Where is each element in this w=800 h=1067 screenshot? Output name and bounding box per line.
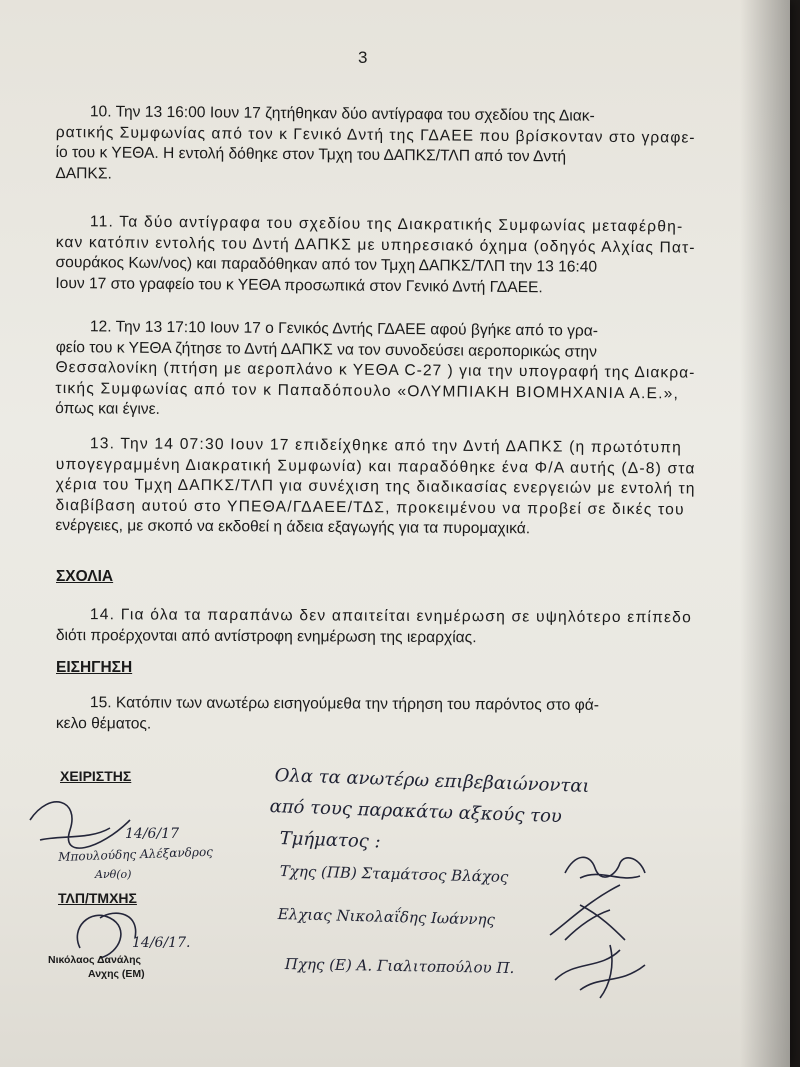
paragraph-line: τικής Συμφωνίας από τον κ Παπαδόπουλο «ΟΛΥΜΠΙΑΚΗ ΒΙΟΜΗΧΑΝΙΑ Α.Ε.»,: [55, 379, 680, 402]
witness-3: Πχης (Ε) Α. Γιαλιτοπούλου Π.: [284, 955, 515, 978]
paragraph-line: 15. Κατόπιν των ανωτέρω εισηγούμεθα την τήρηση του παρόντος στο φά-: [89, 694, 600, 714]
section-rank: Ανχης (ΕΜ): [88, 968, 145, 980]
paragraph-line: 10. Την 13 16:00 Ιουν 17 ζητήθηκαν δύο αντίγραφα του σχεδίου της Διακ-: [89, 103, 595, 125]
paragraph-line: Θεσσαλονίκη (πτήση με αεροπλάνο κ ΥΕΘΑ C-27 ) για την υπογραφή της Διακρα-: [55, 358, 696, 382]
paragraph-line: διότι προέρχονται από αντίστροφη ενημέρωση της ιεραρχίας.: [55, 626, 477, 646]
paragraph-line: 14. Για όλα τα παραπάνω δεν απαιτείται ενημέρωση σε υψηλότερο επίπεδο: [89, 606, 693, 627]
paragraph-line: φείο του κ ΥΕΘΑ ζήτησε το Δντή ΔΑΠΚΣ να τον συνοδεύσει αεροπορικώς στην: [55, 338, 597, 361]
paragraph-14: [56, 605, 696, 649]
section-name: Νικόλαος Δανάλης: [48, 954, 141, 966]
paragraph-line: 13. Την 14 07:30 Ιουν 17 επιδείχθηκε από την Δντή ΔΑΠΚΣ (η πρωτότυπη: [89, 435, 683, 457]
paragraph-line: 12. Την 13 17:10 Ιουν 17 ο Γενικός Δντής ΓΔΑΕΕ αφού βγήκε από το γρα-: [89, 318, 599, 340]
paragraph-line: χέρια του Τμχη ΔΑΠΚΣ/ΤΛΠ για συνέχιση της διαδικασίας ενεργειών με εντολή τη: [55, 475, 696, 498]
handler-date: 14/6/17: [125, 826, 179, 842]
witness-2: Ελχιας Νικολαΐδης Ιωάννης: [277, 905, 496, 929]
handler-rank: Ανθ(ο): [95, 868, 132, 881]
paragraph-15: [56, 693, 696, 737]
paragraph-line: καν κατόπιν εντολής του Δντή ΔΑΠΚΣ με υπηρεσιακό όχημα (οδηγός Αλχίας Πατ-: [55, 233, 696, 257]
handwritten-note-line-2: από τους παρακάτω αξκούς του: [269, 796, 563, 828]
handler-label: ΧΕΙΡΙΣΤΗΣ: [60, 768, 132, 784]
paragraph-line: Ιουν 17 στο γραφείο του κ ΥΕΘΑ προσωπικά στον Γενικό Δντή ΓΔΑΕΕ.: [55, 274, 543, 296]
paragraph-10: [55, 102, 696, 190]
paragraph-line: όπως και έγινε.: [55, 399, 161, 418]
section-label: ΤΛΠ/ΤΜΧΗΣ: [58, 890, 137, 906]
handler-name: Μπουλούδης Αλέξανδρος: [58, 844, 214, 864]
page-number: 3: [358, 48, 368, 67]
witness-3-signature-icon: [550, 940, 650, 1000]
paragraph-line: ρατικής Συμφωνίας από τον κ Γενικό Δντή της ΓΔΑΕΕ που βρίσκονταν στο γραφε-: [55, 123, 696, 147]
handwritten-note-line-3: Τμήματος :: [279, 828, 381, 853]
paragraph-13: [55, 434, 696, 541]
witness-1: Τχης (ΠΒ) Σταμάτσος Βλάχος: [279, 862, 509, 886]
paragraph-line: ενέργειες, με σκοπό να εκδοθεί η άδεια εξαγωγής για τα πυρομαχικά.: [55, 516, 531, 538]
handwritten-note-line-1: Ολα τα ανωτέρω επιβεβαιώνονται: [274, 765, 590, 797]
paragraph-11: [55, 212, 696, 300]
comments-heading: ΣΧΟΛΙΑ: [56, 568, 114, 585]
paragraph-12: [55, 317, 696, 425]
paragraph-line: υπογεγραμμένη Διακρατική Συμφωνία) και παραδόθηκε ένα Φ/Α αυτής (Δ-8) στα: [55, 455, 696, 477]
paragraph-line: διαβίβαση αυτού στο ΥΠΕΘΑ/ΓΔΑΕΕ/ΤΔΣ, προκειμένου να προβεί σε δικές του: [55, 496, 685, 518]
paragraph-line: ίο του κ ΥΕΘΑ. Η εντολή δόθηκε στον Τμχη του ΔΑΠΚΣ/ΤΛΠ από τον Δντή: [55, 143, 567, 166]
paragraph-line: κελο θέματος.: [55, 714, 152, 732]
paragraph-line: 11. Τα δύο αντίγραφα του σχεδίου της Διακρατικής Συμφωνίας μεταφέρθη-: [89, 213, 684, 236]
proposal-heading: ΕΙΣΗΓΗΣΗ: [56, 659, 133, 676]
paragraph-line: σουράκος Κων/νος) και παραδόθηκαν από τον Τμχη ΔΑΠΚΣ/ΤΛΠ την 13 16:40: [55, 253, 598, 276]
section-date: 14/6/17.: [132, 935, 191, 951]
paragraph-line: ΔΑΠΚΣ.: [55, 164, 112, 182]
